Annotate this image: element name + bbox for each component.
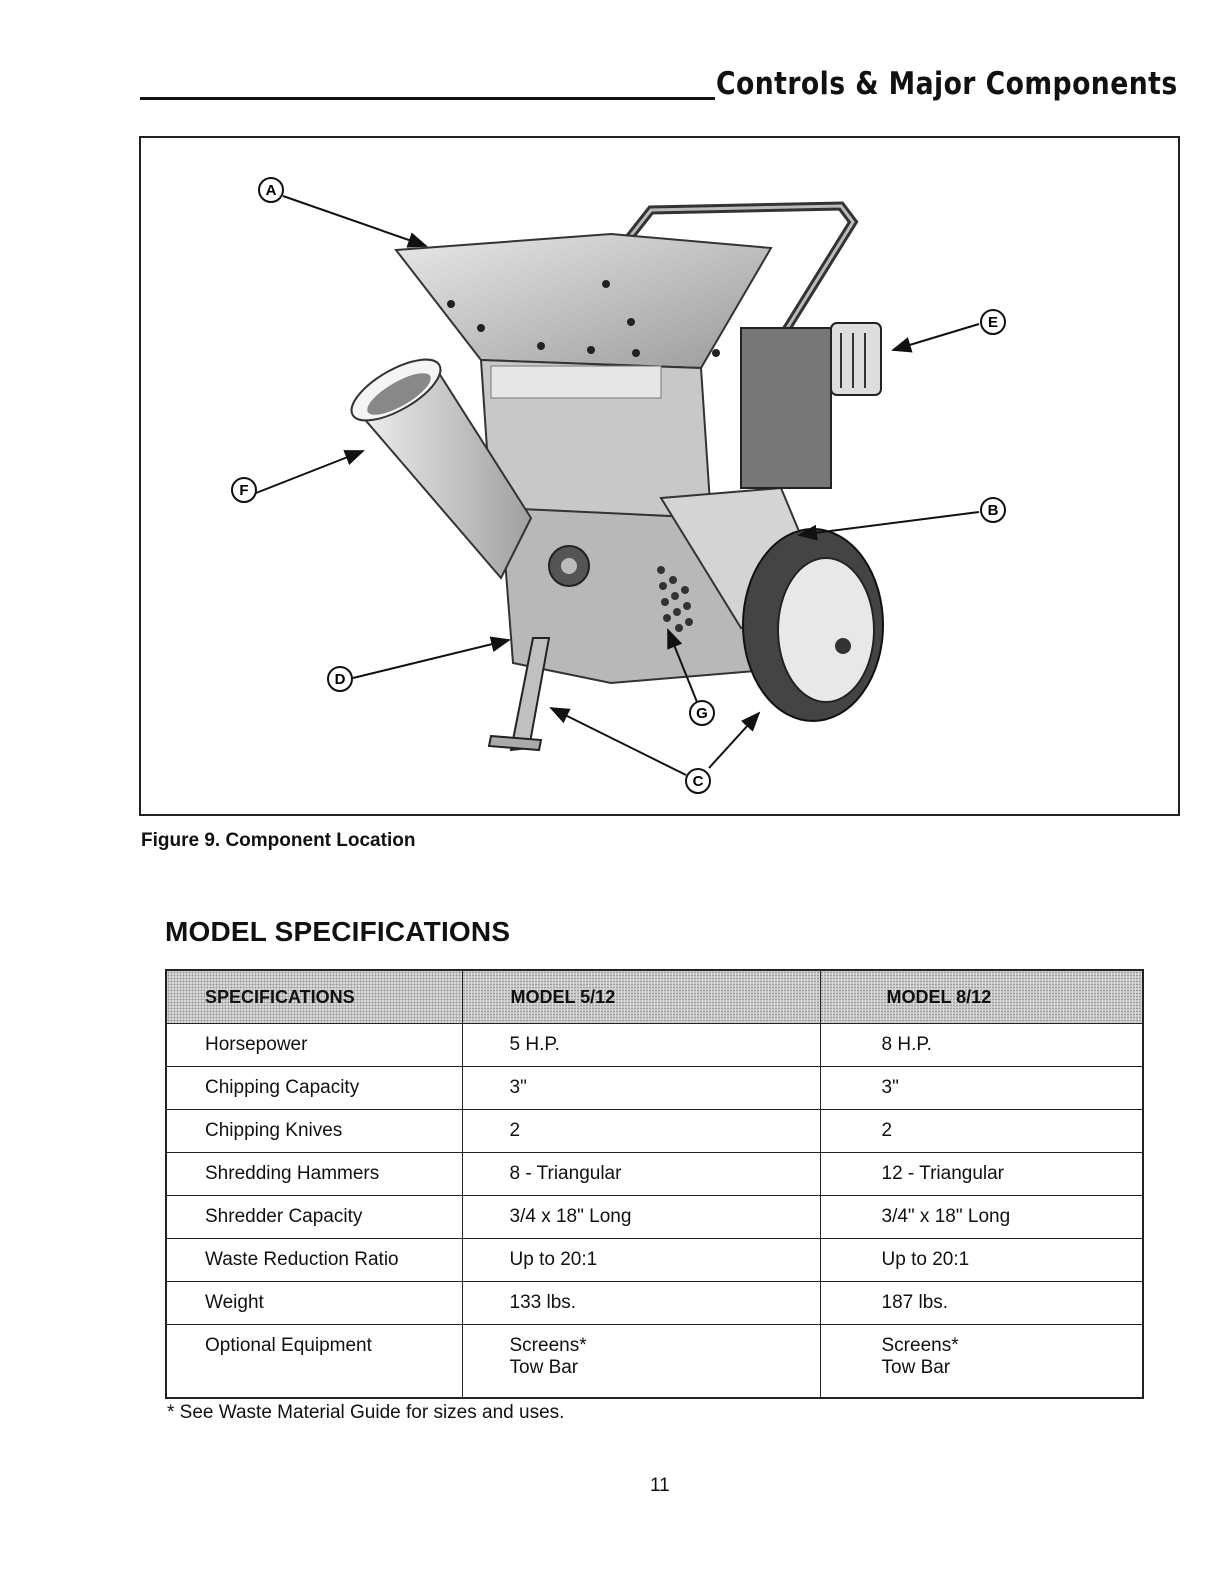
model-8-12-value: 2 <box>820 1110 1143 1153</box>
chipper-shredder-illustration <box>141 138 1178 814</box>
callout-e-leader <box>893 324 979 350</box>
spec-name: Optional Equipment <box>166 1325 462 1399</box>
callout-c <box>686 769 710 793</box>
model-5-12-value <box>462 1325 820 1399</box>
page-number: 11 <box>650 1475 670 1496</box>
svg-text:A: A <box>265 182 277 199</box>
callout-e <box>981 310 1005 334</box>
spec-name: Chipping Capacity <box>166 1067 462 1110</box>
model-8-12-value <box>820 1325 1143 1399</box>
model-specifications-table <box>165 969 1144 1399</box>
figure-caption: Figure 9. Component Location <box>141 830 416 851</box>
svg-text:F: F <box>239 482 249 499</box>
section-heading: MODEL SPECIFICATIONS <box>165 916 511 947</box>
spec-name: Horsepower <box>166 1024 462 1067</box>
svg-text:G: G <box>696 705 708 722</box>
model-8-12-value: 187 lbs. <box>820 1282 1143 1325</box>
callout-c-leader-right <box>709 713 759 768</box>
model-8-12-value: 3" <box>820 1067 1143 1110</box>
table-row <box>166 1239 1143 1282</box>
callout-g <box>690 701 714 725</box>
svg-text:B: B <box>987 502 999 519</box>
callout-d-leader <box>353 640 509 678</box>
option-screens: Screens* <box>509 1335 587 1356</box>
option-screens: Screens* <box>881 1335 959 1356</box>
table-row <box>166 1325 1143 1399</box>
model-5-12-value: 3" <box>462 1067 820 1110</box>
table-row <box>166 1024 1143 1067</box>
callout-a <box>259 178 283 202</box>
component-location-figure <box>139 136 1180 816</box>
table-row <box>166 1282 1143 1325</box>
option-tow-bar: Tow Bar <box>881 1357 951 1378</box>
column-header-model-8-12: MODEL 8/12 <box>820 970 1143 1024</box>
engine <box>741 328 831 488</box>
callout-b <box>981 498 1005 522</box>
model-5-12-value: Up to 20:1 <box>462 1239 820 1282</box>
table-row <box>166 1067 1143 1110</box>
table-footnote: * See Waste Material Guide for sizes and uses. <box>167 1402 565 1423</box>
table-row <box>166 1110 1143 1153</box>
svg-text:D: D <box>334 671 346 688</box>
model-5-12-value: 3/4 x 18" Long <box>462 1196 820 1239</box>
header-rule <box>140 97 715 100</box>
callout-b-leader <box>799 512 979 535</box>
callout-f-leader <box>256 451 363 493</box>
callout-f <box>232 478 256 502</box>
spec-name: Shredder Capacity <box>166 1196 462 1239</box>
svg-text:E: E <box>987 314 999 331</box>
model-5-12-value: 133 lbs. <box>462 1282 820 1325</box>
model-8-12-value: 3/4" x 18" Long <box>820 1196 1143 1239</box>
spec-name: Shredding Hammers <box>166 1153 462 1196</box>
spec-name: Weight <box>166 1282 462 1325</box>
table-row <box>166 1196 1143 1239</box>
air-cleaner <box>831 323 881 395</box>
model-8-12-value: 8 H.P. <box>820 1024 1143 1067</box>
table-header-row <box>166 970 1143 1024</box>
table-row <box>166 1153 1143 1196</box>
model-5-12-value: 2 <box>462 1110 820 1153</box>
callout-a-leader <box>283 196 426 246</box>
callout-c-leader-left <box>551 708 686 775</box>
model-8-12-value: 12 - Triangular <box>820 1153 1143 1196</box>
model-5-12-value: 5 H.P. <box>462 1024 820 1067</box>
column-header-specifications: SPECIFICATIONS <box>166 970 462 1024</box>
model-5-12-value: 8 - Triangular <box>462 1153 820 1196</box>
svg-text:C: C <box>692 773 704 790</box>
spec-name: Chipping Knives <box>166 1110 462 1153</box>
model-8-12-value: Up to 20:1 <box>820 1239 1143 1282</box>
option-tow-bar: Tow Bar <box>509 1357 579 1378</box>
page-header-title: Controls & Major Components <box>716 66 1178 102</box>
callout-d <box>328 667 352 691</box>
column-header-model-5-12: MODEL 5/12 <box>462 970 820 1024</box>
spec-name: Waste Reduction Ratio <box>166 1239 462 1282</box>
